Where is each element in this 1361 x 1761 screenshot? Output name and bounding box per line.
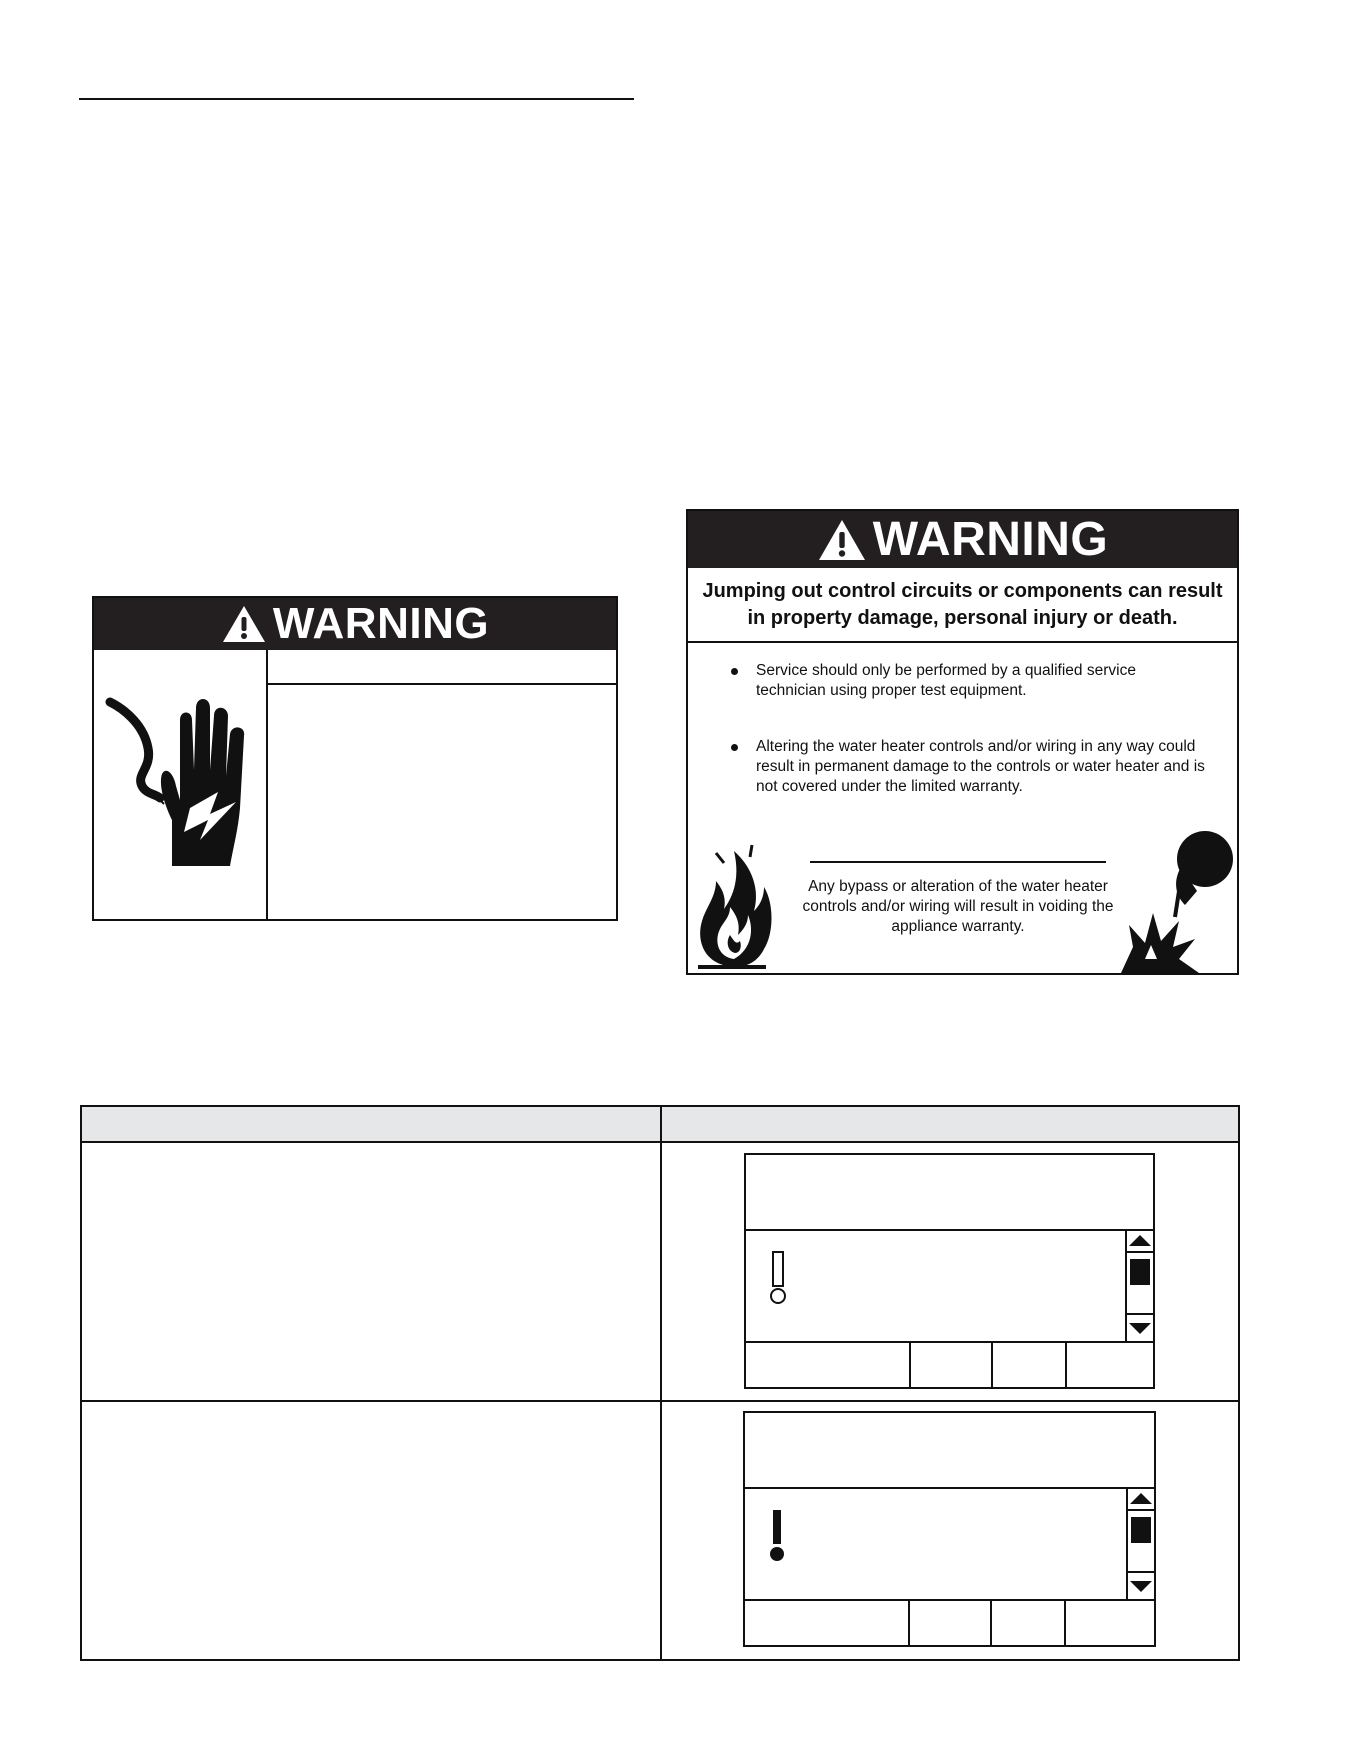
warning-header — [94, 598, 616, 650]
warranty-note: Any bypass or alteration of the water heater controls and/or wiring will result in voiding the appliance warranty. — [802, 878, 1114, 935]
warning-bullet-list — [728, 661, 1207, 833]
column-divider — [660, 1107, 662, 1659]
alert-outline-icon — [766, 1250, 790, 1306]
row-divider — [82, 1400, 1238, 1402]
warning-triangle-icon — [221, 604, 267, 644]
scroll-up-icon[interactable] — [1128, 1489, 1154, 1507]
scroll-down-icon[interactable] — [1128, 1577, 1154, 1595]
electrical-shock-hand-icon — [96, 690, 266, 870]
scroll-up-icon[interactable] — [1127, 1231, 1153, 1249]
footer-rule — [810, 861, 1106, 863]
fire-hazard-icon — [694, 837, 776, 971]
softkey-button[interactable] — [908, 1599, 992, 1645]
scroll-thumb[interactable] — [1131, 1517, 1151, 1543]
scrollbar[interactable] — [1126, 1487, 1154, 1599]
screen-softkey-bar — [746, 1341, 1153, 1387]
electrical-warning-label — [92, 596, 618, 921]
scrollbar[interactable] — [1125, 1229, 1153, 1341]
display-screen-mockup — [743, 1411, 1156, 1647]
scroll-thumb[interactable] — [1130, 1259, 1150, 1285]
explosion-hazard-icon — [1119, 827, 1235, 977]
softkey-button[interactable] — [909, 1341, 993, 1387]
section-title-rule — [79, 98, 634, 100]
softkey-button[interactable] — [990, 1599, 1066, 1645]
warning-header — [688, 511, 1237, 568]
warning-title: WARNING — [872, 513, 1109, 566]
warning-triangle-icon — [817, 518, 867, 562]
warning-subheader: Jumping out control circuits or components can result in property damage, personal injury or death. — [688, 568, 1237, 643]
alert-solid-icon — [765, 1508, 789, 1564]
screen-softkey-bar — [745, 1599, 1154, 1645]
screen-title-area — [745, 1413, 1154, 1489]
shock-icon-cell — [94, 650, 268, 919]
screen-title-area — [746, 1155, 1153, 1231]
warning-bullet: Altering the water heater controls and/or wiring in any way could result in permanent damage to the controls or water heater and is not covered under the limited warranty. — [728, 737, 1207, 797]
softkey-button[interactable] — [1065, 1341, 1153, 1387]
status-display-table — [80, 1105, 1240, 1661]
screen-message-area — [746, 1229, 1153, 1343]
softkey-button[interactable] — [991, 1341, 1067, 1387]
display-screen-mockup — [744, 1153, 1155, 1389]
warning-title: WARNING — [272, 599, 490, 648]
scroll-down-icon[interactable] — [1127, 1319, 1153, 1337]
screen-message-area — [745, 1487, 1154, 1601]
jumping-circuits-warning-label — [686, 509, 1239, 975]
softkey-button[interactable] — [1064, 1599, 1154, 1645]
warning-bullet: Service should only be performed by a qualified service technician using proper test equipment. — [728, 661, 1207, 701]
hazard-title-line — [266, 650, 616, 685]
